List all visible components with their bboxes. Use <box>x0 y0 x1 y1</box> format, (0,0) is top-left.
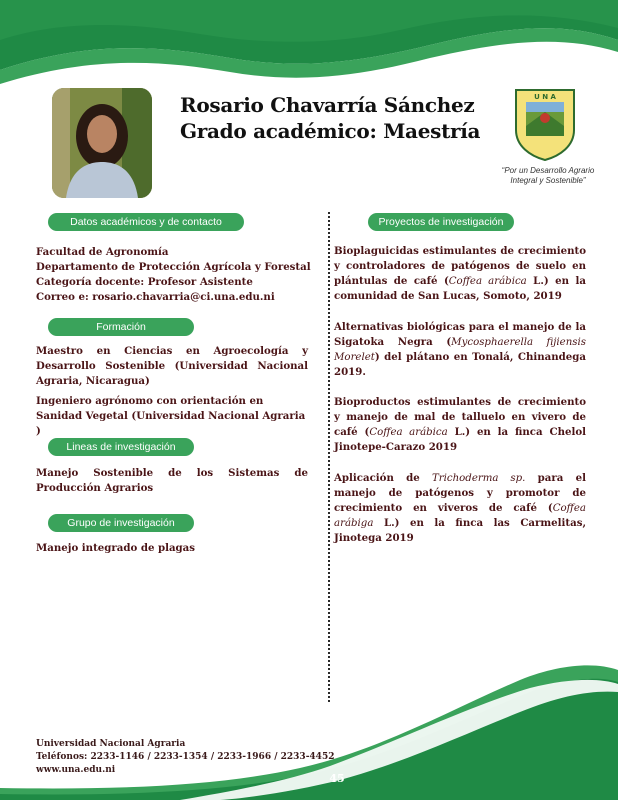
contact-faculty: Facultad de Agronomía <box>36 246 169 258</box>
section-pill-formacion: Formación <box>48 318 194 336</box>
motto-line1: “Por un Desarrollo Agrario <box>501 166 595 175</box>
footer-university: Universidad Nacional Agraria <box>36 739 186 749</box>
contact-email: Correo e: rosario.chavarria@ci.una.edu.ni <box>36 291 275 303</box>
contact-block <box>36 245 320 305</box>
profile-degree: Grado académico: Maestría <box>180 119 481 143</box>
footer-phones: Teléfonos: 2233-1146 / 2233-1354 / 2233-1966 / 2233-4452 <box>36 752 335 762</box>
contact-department: Departamento de Protección Agrícola y Forestal <box>36 261 311 273</box>
section-pill-datos: Datos académicos y de contacto <box>48 213 244 231</box>
page-number: 45 <box>329 772 345 785</box>
motto-line2: Integral y Sostenible” <box>510 176 586 185</box>
una-shield-logo-icon <box>512 86 578 162</box>
project-1: Bioplaguicidas estimulantes de crecimiento y controladores de patógenos de suelo en plántulas de café (Coffea arábica L.) en la comunidad de San Lucas, Somoto, 2019 <box>334 245 586 302</box>
section-pill-proyectos: Proyectos de investigación <box>368 213 514 231</box>
motto <box>484 166 612 186</box>
profile-photo <box>52 88 152 198</box>
portrait-photo-icon <box>52 88 152 198</box>
project-2: Alternativas biológicas para el manejo de la Sigatoka Negra (Mycosphaerella fijiensis Morelet) del plátano en Tonalá, Chinandega 2019. <box>334 321 586 378</box>
formacion-master: Maestro en Ciencias en Agroecología y Desarrollo Sostenible (Universidad Nacional Agraria, Nicaragua) <box>36 345 308 387</box>
section-pill-grupo: Grupo de investigación <box>48 514 194 532</box>
logo-letters: U N A <box>534 93 556 101</box>
section-pill-lineas: Lineas de investigación <box>48 438 194 456</box>
contact-category: Categoría docente: Profesor Asistente <box>36 276 253 288</box>
project-3: Bioproductos estimulantes de crecimiento y manejo de mal de talluelo en vivero de café (Coffea arábica L.) en la finca Chelol Jinotepe-Carazo 2019 <box>334 396 586 453</box>
formacion-ingeniero: Ingeniero agrónomo con orientación en Sanidad Vegetal (Universidad Nacional Agraria ) <box>36 395 306 437</box>
footer-contact <box>36 738 334 777</box>
profile-name: Rosario Chavarría Sánchez <box>180 93 475 117</box>
column-divider <box>328 212 330 702</box>
profile-header <box>180 92 480 144</box>
project-4: Aplicación de Trichoderma sp. para el manejo de patógenos y promotor de crecimiento en viveros de café (Coffea arábiga L.) en la finca las Carmelitas, Jinotega 2019 <box>334 472 586 544</box>
grupo-investigacion: Manejo integrado de plagas <box>36 542 196 554</box>
footer-website[interactable]: www.una.edu.ni <box>36 765 116 775</box>
linea-investigacion: Manejo Sostenible de los Sistemas de Producción Agrarios <box>36 467 308 494</box>
